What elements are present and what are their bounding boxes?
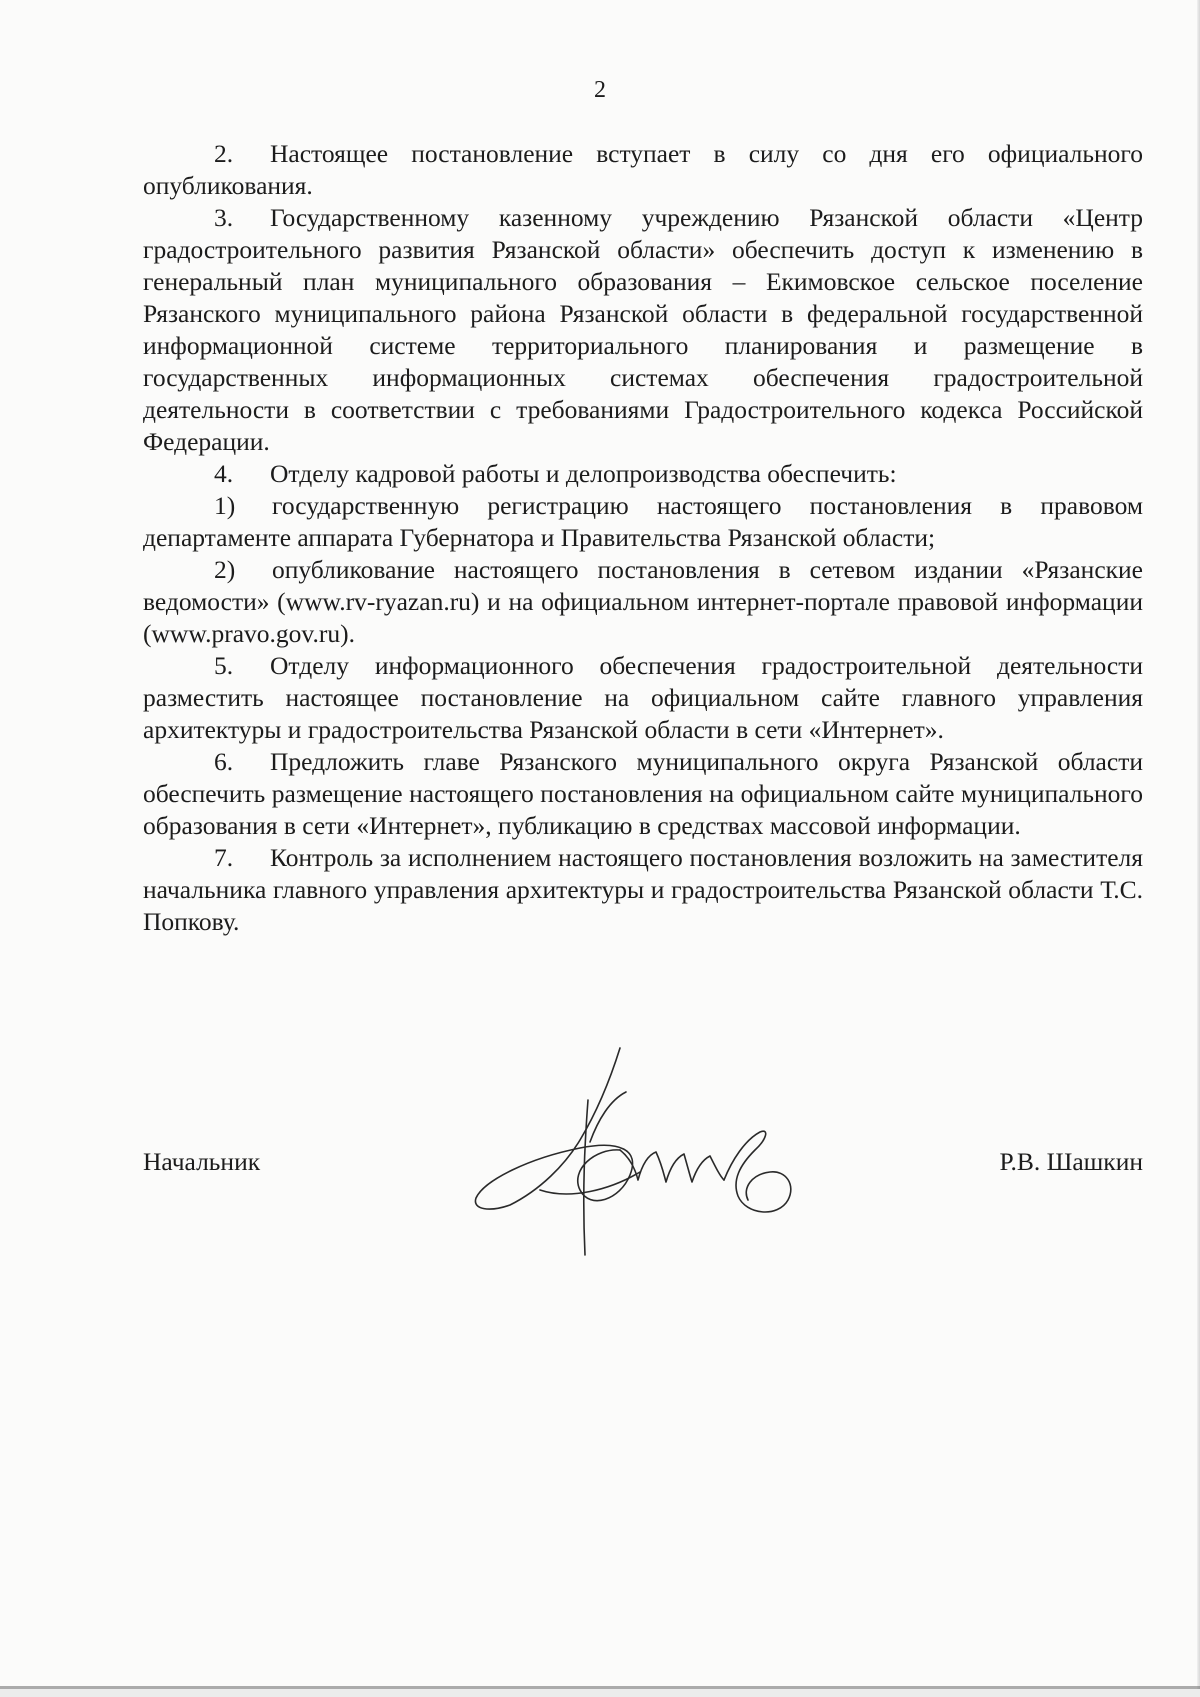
paragraph-number: 6. xyxy=(214,747,234,776)
paragraph-6 xyxy=(143,746,1143,842)
paragraph-number: 3. xyxy=(214,203,234,232)
signatory-title: Начальник xyxy=(143,1147,261,1176)
paragraph-3 xyxy=(143,202,1143,458)
paragraph-number: 4. xyxy=(214,459,234,488)
scan-edge xyxy=(0,1689,1200,1697)
paragraph-5 xyxy=(143,650,1143,746)
paragraph-number: 7. xyxy=(214,843,234,872)
paragraph-number: 5. xyxy=(214,651,234,680)
paragraph-text: Настоящее постановление вступает в силу со дня его официального опубликования. xyxy=(143,139,1143,200)
paragraph-text: Государственному казенному учреждению Рязанской области «Центр градостроительного развития Рязанской области» обеспечить доступ к изменению в генеральный план муниципального образования – Екимовское сельское поселение Рязанского муниципального района Рязанской области в федеральной государственной информационной системе территориального планирования и размещение в государственных информационных системах обеспечения градостроительной деятельности в соответствии с требованиями Градостроительного кодекса Российской Федерации. xyxy=(143,203,1143,456)
paragraph-text: Отделу кадровой работы и делопроизводства обеспечить: xyxy=(270,459,897,488)
subparagraph-1 xyxy=(143,490,1143,554)
page-number: 2 xyxy=(594,77,606,103)
document-body xyxy=(143,138,1143,938)
paragraph-text: Отделу информационного обеспечения градостроительной деятельности разместить настоящее постановление на официальном сайте главного управления архитектуры и градостроительства Рязанской области в сети «Интернет». xyxy=(143,651,1143,744)
subparagraph-number: 1) xyxy=(214,491,236,520)
paragraph-text: опубликование настоящего постановления в сетевом издании «Рязанские ведомости» (www.rv-ryazan.ru) и на официальном интернет-портале правовой информации (www.pravo.gov.ru). xyxy=(143,555,1143,648)
subparagraph-number: 2) xyxy=(214,555,236,584)
subparagraph-2 xyxy=(143,554,1143,650)
paragraph-text: государственную регистрацию настоящего постановления в правовом департаменте аппарата Губернатора и Правительства Рязанской области; xyxy=(143,491,1143,552)
handwritten-signature xyxy=(470,1040,810,1260)
paragraph-2 xyxy=(143,138,1143,202)
paragraph-7 xyxy=(143,842,1143,938)
paragraph-text: Предложить главе Рязанского муниципального округа Рязанской области обеспечить размещение настоящего постановления на официальном сайте муниципального образования в сети «Интернет», публикацию в средствах массовой информации. xyxy=(143,747,1143,840)
signatory-name: Р.В. Шашкин xyxy=(999,1147,1143,1176)
paragraph-4 xyxy=(143,458,1143,490)
paragraph-number: 2. xyxy=(214,139,234,168)
paragraph-text: Контроль за исполнением настоящего постановления возложить на заместителя начальника главного управления архитектуры и градостроительства Рязанской области Т.С. Попкову. xyxy=(143,843,1143,936)
